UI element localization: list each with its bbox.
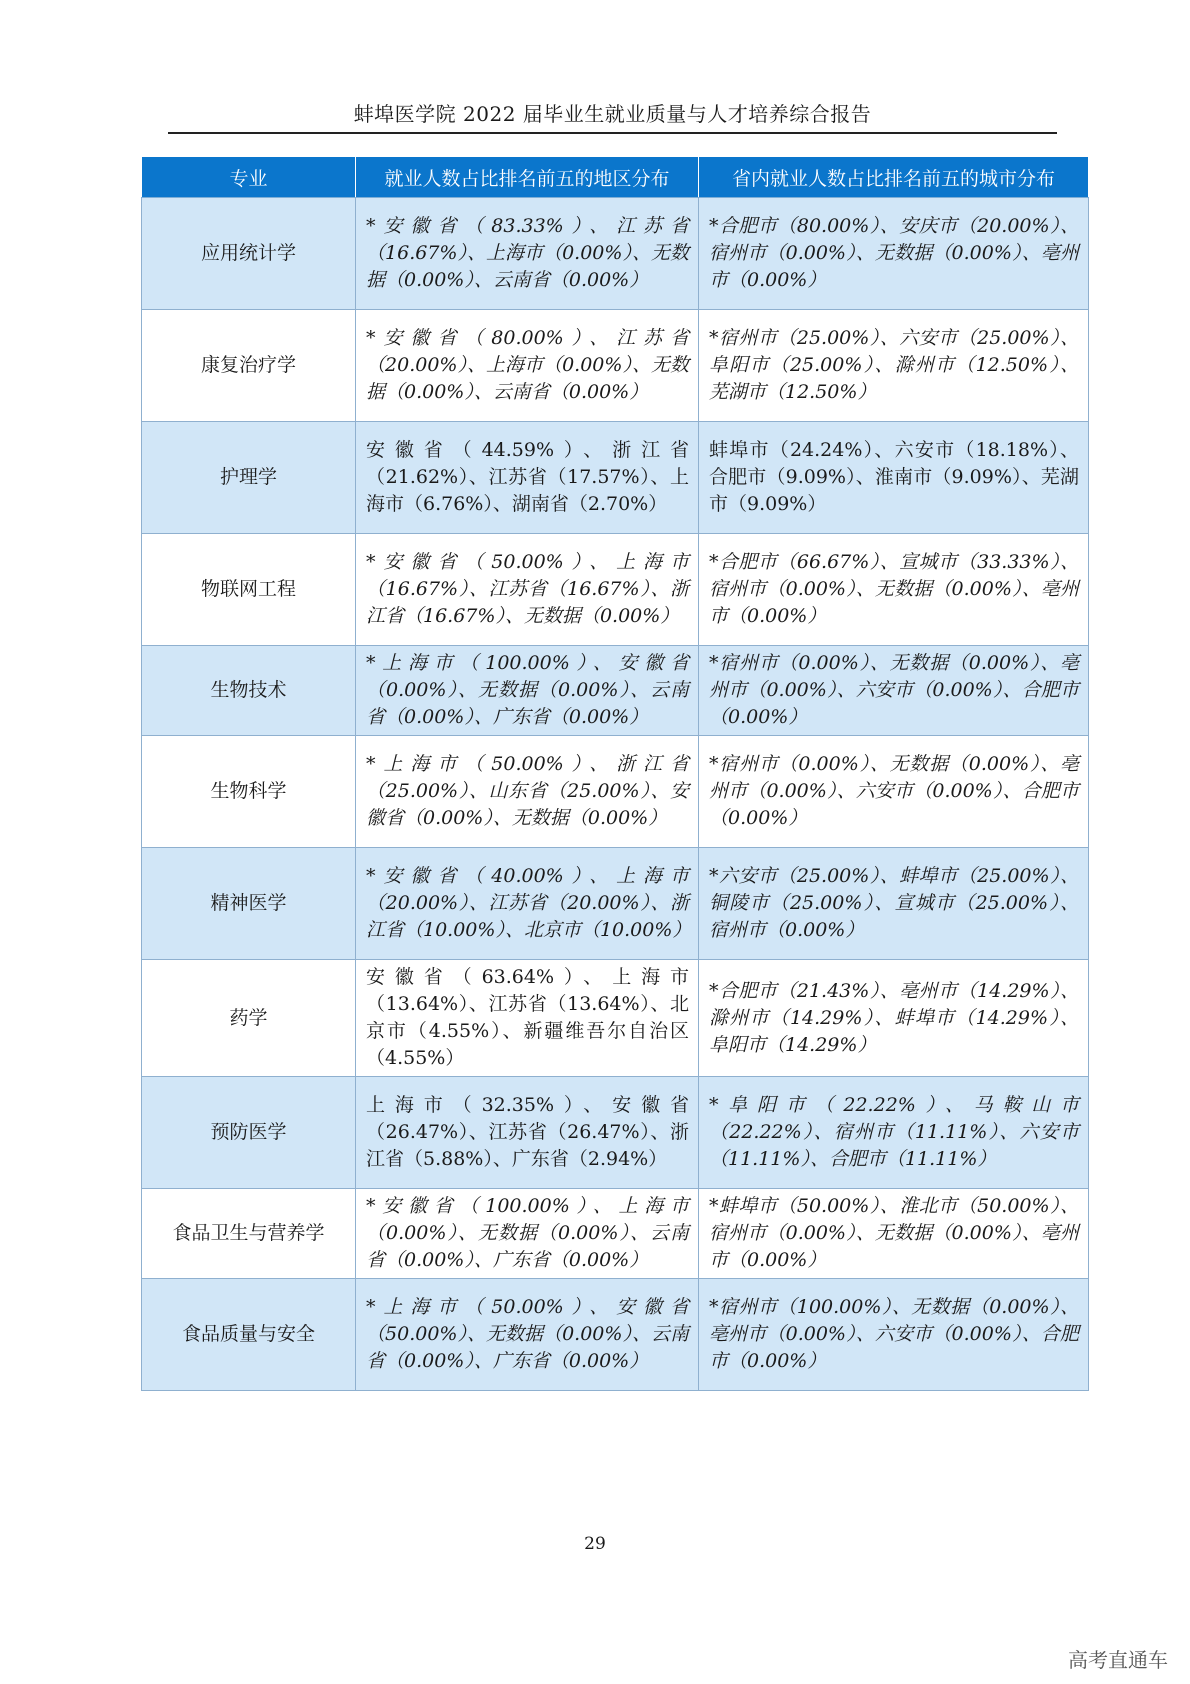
watermark: 高考直通车 [1068,1648,1168,1672]
column-header-major: 专业 [142,157,356,198]
region-distribution-cell: *安徽省（100.00%）、上海市（0.00%）、无数据（0.00%）、云南省（0.00%）、广东省（0.00%） [356,1189,699,1279]
city-distribution-cell: *阜阳市（22.22%）、马鞍山市（22.22%）、宿州市（11.11%）、六安市（11.11%）、合肥市（11.11%） [699,1077,1089,1189]
major-cell: 食品卫生与营养学 [142,1189,356,1279]
table-row [142,534,1089,646]
region-distribution-cell: *安徽省（83.33%）、江苏省（16.67%）、上海市（0.00%）、无数据（0.00%）、云南省（0.00%） [356,198,699,310]
region-distribution-cell: *安徽省（50.00%）、上海市（16.67%）、江苏省（16.67%）、浙江省（16.67%）、无数据（0.00%） [356,534,699,646]
city-distribution-cell: *宿州市（25.00%）、六安市（25.00%）、阜阳市（25.00%）、滁州市（12.50%）、芜湖市（12.50%） [699,310,1089,422]
region-distribution-cell: *上海市（50.00%）、安徽省（50.00%）、无数据（0.00%）、云南省（0.00%）、广东省（0.00%） [356,1279,699,1391]
city-distribution-cell: *宿州市（0.00%）、无数据（0.00%）、亳州市（0.00%）、六安市（0.00%）、合肥市（0.00%） [699,736,1089,848]
major-cell: 食品质量与安全 [142,1279,356,1391]
region-distribution-cell: *安徽省（40.00%）、上海市（20.00%）、江苏省（20.00%）、浙江省（10.00%）、北京市（10.00%） [356,848,699,960]
city-distribution-cell: *合肥市（80.00%）、安庆市（20.00%）、宿州市（0.00%）、无数据（0.00%）、亳州市（0.00%） [699,198,1089,310]
region-distribution-cell: 安徽省（63.64%）、上海市（13.64%）、江苏省（13.64%）、北京市（4.55%）、新疆维吾尔自治区（4.55%） [356,960,699,1077]
major-cell: 精神医学 [142,848,356,960]
table-header-row [142,157,1089,198]
table-row [142,310,1089,422]
page-number: 29 [584,1534,606,1554]
major-cell: 药学 [142,960,356,1077]
employment-distribution-table [141,156,1089,1391]
header-divider [168,132,1057,134]
major-cell: 预防医学 [142,1077,356,1189]
report-title: 蚌埠医学院 2022 届毕业生就业质量与人才培养综合报告 [353,102,872,126]
table-row [142,1189,1089,1279]
city-distribution-cell: *蚌埠市（50.00%）、淮北市（50.00%）、宿州市（0.00%）、无数据（0.00%）、亳州市（0.00%） [699,1189,1089,1279]
table-row [142,198,1089,310]
city-distribution-cell: *宿州市（0.00%）、无数据（0.00%）、亳州市（0.00%）、六安市（0.00%）、合肥市（0.00%） [699,646,1089,736]
column-header-regions: 就业人数占比排名前五的地区分布 [356,157,699,198]
column-header-cities: 省内就业人数占比排名前五的城市分布 [699,157,1089,198]
city-distribution-cell: 蚌埠市（24.24%）、六安市（18.18%）、合肥市（9.09%）、淮南市（9.09%）、芜湖市（9.09%） [699,422,1089,534]
city-distribution-cell: *六安市（25.00%）、蚌埠市（25.00%）、铜陵市（25.00%）、宣城市（25.00%）、宿州市（0.00%） [699,848,1089,960]
major-cell: 生物科学 [142,736,356,848]
major-cell: 应用统计学 [142,198,356,310]
region-distribution-cell: *上海市（100.00%）、安徽省（0.00%）、无数据（0.00%）、云南省（0.00%）、广东省（0.00%） [356,646,699,736]
city-distribution-cell: *合肥市（66.67%）、宣城市（33.33%）、宿州市（0.00%）、无数据（0.00%）、亳州市（0.00%） [699,534,1089,646]
table-row [142,1077,1089,1189]
major-cell: 物联网工程 [142,534,356,646]
major-cell: 护理学 [142,422,356,534]
region-distribution-cell: *上海市（50.00%）、浙江省（25.00%）、山东省（25.00%）、安徽省（0.00%）、无数据（0.00%） [356,736,699,848]
table-row [142,1279,1089,1391]
table-row [142,848,1089,960]
major-cell: 康复治疗学 [142,310,356,422]
table-row [142,422,1089,534]
region-distribution-cell: 安徽省（44.59%）、浙江省（21.62%）、江苏省（17.57%）、上海市（6.76%）、湖南省（2.70%） [356,422,699,534]
table-row [142,646,1089,736]
major-cell: 生物技术 [142,646,356,736]
city-distribution-cell: *宿州市（100.00%）、无数据（0.00%）、亳州市（0.00%）、六安市（0.00%）、合肥市（0.00%） [699,1279,1089,1391]
table-row [142,960,1089,1077]
region-distribution-cell: 上海市（32.35%）、安徽省（26.47%）、江苏省（26.47%）、浙江省（5.88%）、广东省（2.94%） [356,1077,699,1189]
city-distribution-cell: *合肥市（21.43%）、亳州市（14.29%）、滁州市（14.29%）、蚌埠市（14.29%）、阜阳市（14.29%） [699,960,1089,1077]
region-distribution-cell: *安徽省（80.00%）、江苏省（20.00%）、上海市（0.00%）、无数据（0.00%）、云南省（0.00%） [356,310,699,422]
table-row [142,736,1089,848]
